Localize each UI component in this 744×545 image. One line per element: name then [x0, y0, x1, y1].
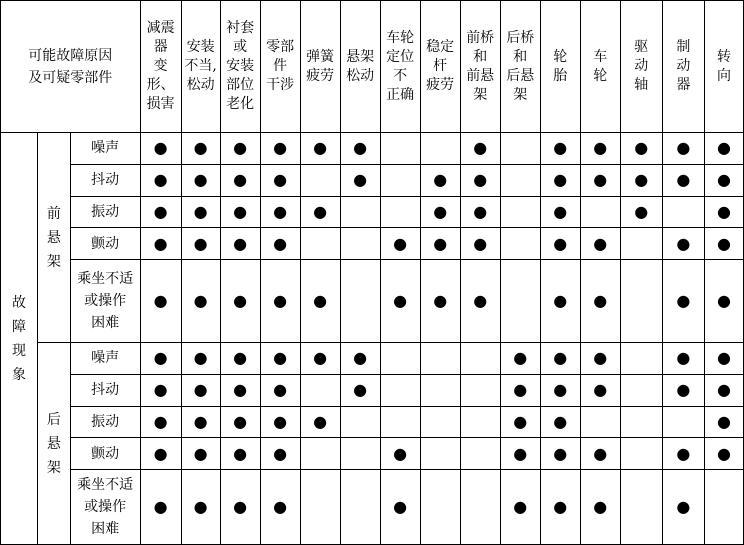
- empty-cell: [460, 343, 500, 375]
- empty-cell: [420, 438, 460, 470]
- dot-mark: ●: [540, 228, 580, 260]
- row-label: 抖动: [70, 164, 140, 196]
- group-label: 前 悬 架: [37, 133, 70, 343]
- dot-mark: ●: [460, 228, 500, 260]
- dot-mark: ●: [580, 164, 620, 196]
- table-body: [1, 133, 744, 545]
- dot-mark: ●: [181, 196, 220, 228]
- empty-cell: [340, 228, 380, 260]
- dot-mark: ●: [260, 438, 300, 470]
- dot-mark: ●: [580, 438, 620, 470]
- empty-cell: [580, 406, 620, 438]
- column-header: 安装 不当, 松动: [181, 1, 220, 133]
- dot-mark: ●: [220, 470, 260, 545]
- row-label: 振动: [70, 406, 140, 438]
- dot-mark: ●: [704, 343, 743, 375]
- empty-cell: [620, 343, 662, 375]
- dot-mark: ●: [260, 260, 300, 343]
- table-row: [1, 133, 744, 165]
- dot-mark: ●: [140, 438, 181, 470]
- dot-mark: ●: [540, 133, 580, 165]
- dot-mark: ●: [662, 343, 704, 375]
- row-label: 颤动: [70, 228, 140, 260]
- dot-mark: ●: [460, 133, 500, 165]
- dot-mark: ●: [181, 164, 220, 196]
- dot-mark: ●: [220, 374, 260, 406]
- empty-cell: [620, 438, 662, 470]
- empty-cell: [340, 406, 380, 438]
- table-row: [1, 438, 744, 470]
- corner-header: 可能故障原因 及可疑零部件: [1, 1, 141, 133]
- column-header: 后桥 和 后悬 架: [500, 1, 540, 133]
- column-header: 悬架 松动: [340, 1, 380, 133]
- table-row: [1, 343, 744, 375]
- dot-mark: ●: [260, 196, 300, 228]
- dot-mark: ●: [140, 228, 181, 260]
- dot-mark: ●: [580, 133, 620, 165]
- dot-mark: ●: [140, 470, 181, 545]
- dot-mark: ●: [380, 470, 420, 545]
- empty-cell: [460, 470, 500, 545]
- dot-mark: ●: [181, 260, 220, 343]
- table-row: [1, 470, 744, 545]
- dot-mark: ●: [540, 343, 580, 375]
- empty-cell: [620, 260, 662, 343]
- dot-mark: ●: [380, 228, 420, 260]
- empty-cell: [340, 196, 380, 228]
- dot-mark: ●: [380, 438, 420, 470]
- empty-cell: [460, 374, 500, 406]
- dot-mark: ●: [181, 406, 220, 438]
- dot-mark: ●: [420, 164, 460, 196]
- dot-mark: ●: [220, 164, 260, 196]
- dot-mark: ●: [340, 374, 380, 406]
- dot-mark: ●: [704, 260, 743, 343]
- column-header: 车 轮: [580, 1, 620, 133]
- dot-mark: ●: [140, 406, 181, 438]
- dot-mark: ●: [181, 374, 220, 406]
- empty-cell: [620, 228, 662, 260]
- dot-mark: ●: [420, 260, 460, 343]
- empty-cell: [340, 438, 380, 470]
- dot-mark: ●: [704, 438, 743, 470]
- dot-mark: ●: [540, 196, 580, 228]
- dot-mark: ●: [260, 374, 300, 406]
- empty-cell: [460, 438, 500, 470]
- row-label: 抖动: [70, 374, 140, 406]
- column-header: 前桥 和 前悬 架: [460, 1, 500, 133]
- group-label: 后 悬 架: [37, 343, 70, 545]
- dot-mark: ●: [662, 374, 704, 406]
- dot-mark: ●: [220, 406, 260, 438]
- table-row: [1, 260, 744, 343]
- dot-mark: ●: [140, 343, 181, 375]
- side-label: 故 障 现 象: [1, 133, 38, 545]
- dot-mark: ●: [140, 260, 181, 343]
- dot-mark: ●: [260, 164, 300, 196]
- row-label: 颤动: [70, 438, 140, 470]
- dot-mark: ●: [500, 438, 540, 470]
- dot-mark: ●: [220, 343, 260, 375]
- empty-cell: [300, 438, 340, 470]
- empty-cell: [662, 196, 704, 228]
- empty-cell: [500, 133, 540, 165]
- dot-mark: ●: [704, 133, 743, 165]
- dot-mark: ●: [704, 164, 743, 196]
- empty-cell: [500, 164, 540, 196]
- empty-cell: [500, 196, 540, 228]
- row-label: 乘坐不适 或操作 困难: [70, 470, 140, 545]
- dot-mark: ●: [580, 228, 620, 260]
- dot-mark: ●: [580, 260, 620, 343]
- row-label: 噪声: [70, 133, 140, 165]
- dot-mark: ●: [500, 374, 540, 406]
- dot-mark: ●: [220, 133, 260, 165]
- dot-mark: ●: [181, 438, 220, 470]
- empty-cell: [620, 374, 662, 406]
- dot-mark: ●: [620, 133, 662, 165]
- dot-mark: ●: [704, 406, 743, 438]
- empty-cell: [580, 196, 620, 228]
- dot-mark: ●: [260, 343, 300, 375]
- dot-mark: ●: [220, 196, 260, 228]
- dot-mark: ●: [340, 164, 380, 196]
- empty-cell: [420, 374, 460, 406]
- dot-mark: ●: [662, 228, 704, 260]
- dot-mark: ●: [260, 470, 300, 545]
- dot-mark: ●: [260, 228, 300, 260]
- empty-cell: [500, 228, 540, 260]
- empty-cell: [300, 374, 340, 406]
- dot-mark: ●: [540, 374, 580, 406]
- empty-cell: [420, 343, 460, 375]
- column-header: 轮 胎: [540, 1, 580, 133]
- dot-mark: ●: [540, 438, 580, 470]
- empty-cell: [340, 260, 380, 343]
- dot-mark: ●: [540, 260, 580, 343]
- dot-mark: ●: [500, 343, 540, 375]
- dot-mark: ●: [580, 374, 620, 406]
- column-header: 稳定 杆 疲劳: [420, 1, 460, 133]
- dot-mark: ●: [662, 133, 704, 165]
- dot-mark: ●: [181, 343, 220, 375]
- dot-mark: ●: [220, 260, 260, 343]
- empty-cell: [500, 260, 540, 343]
- column-header: 弹簧 疲劳: [300, 1, 340, 133]
- table-row: [1, 374, 744, 406]
- dot-mark: ●: [580, 470, 620, 545]
- column-header: 衬套 或 安装 部位 老化: [220, 1, 260, 133]
- dot-mark: ●: [500, 470, 540, 545]
- dot-mark: ●: [704, 196, 743, 228]
- dot-mark: ●: [300, 406, 340, 438]
- dot-mark: ●: [220, 438, 260, 470]
- table-row: [1, 196, 744, 228]
- dot-mark: ●: [300, 343, 340, 375]
- table-row: [1, 406, 744, 438]
- dot-mark: ●: [420, 196, 460, 228]
- dot-mark: ●: [340, 343, 380, 375]
- empty-cell: [300, 470, 340, 545]
- empty-cell: [300, 228, 340, 260]
- empty-cell: [300, 164, 340, 196]
- dot-mark: ●: [220, 228, 260, 260]
- dot-mark: ●: [181, 470, 220, 545]
- table-row: [1, 164, 744, 196]
- empty-cell: [380, 164, 420, 196]
- dot-mark: ●: [140, 374, 181, 406]
- empty-cell: [380, 196, 420, 228]
- table-row: [1, 228, 744, 260]
- dot-mark: ●: [300, 196, 340, 228]
- column-header: 减震 器 变形、 损害: [140, 1, 181, 133]
- empty-cell: [704, 470, 743, 545]
- dot-mark: ●: [662, 470, 704, 545]
- empty-cell: [420, 406, 460, 438]
- empty-cell: [620, 406, 662, 438]
- column-header: 转 向: [704, 1, 743, 133]
- header-row: [1, 1, 744, 133]
- empty-cell: [380, 406, 420, 438]
- empty-cell: [380, 133, 420, 165]
- dot-mark: ●: [460, 260, 500, 343]
- dot-mark: ●: [662, 260, 704, 343]
- column-header: 制 动 器: [662, 1, 704, 133]
- empty-cell: [340, 470, 380, 545]
- empty-cell: [460, 406, 500, 438]
- dot-mark: ●: [460, 164, 500, 196]
- empty-cell: [662, 406, 704, 438]
- dot-mark: ●: [620, 196, 662, 228]
- dot-mark: ●: [340, 133, 380, 165]
- dot-mark: ●: [460, 196, 500, 228]
- row-label: 振动: [70, 196, 140, 228]
- dot-mark: ●: [662, 438, 704, 470]
- dot-mark: ●: [704, 228, 743, 260]
- dot-mark: ●: [260, 133, 300, 165]
- dot-mark: ●: [540, 164, 580, 196]
- dot-mark: ●: [662, 164, 704, 196]
- dot-mark: ●: [500, 406, 540, 438]
- dot-mark: ●: [300, 133, 340, 165]
- empty-cell: [380, 374, 420, 406]
- dot-mark: ●: [260, 406, 300, 438]
- row-label: 乘坐不适 或操作 困难: [70, 260, 140, 343]
- dot-mark: ●: [380, 260, 420, 343]
- dot-mark: ●: [540, 470, 580, 545]
- dot-mark: ●: [540, 406, 580, 438]
- dot-mark: ●: [181, 228, 220, 260]
- empty-cell: [380, 343, 420, 375]
- dot-mark: ●: [704, 374, 743, 406]
- dot-mark: ●: [140, 196, 181, 228]
- dot-mark: ●: [140, 164, 181, 196]
- column-header: 驱 动 轴: [620, 1, 662, 133]
- dot-mark: ●: [420, 228, 460, 260]
- column-header: 零部 件 干涉: [260, 1, 300, 133]
- empty-cell: [420, 133, 460, 165]
- dot-mark: ●: [181, 133, 220, 165]
- empty-cell: [620, 470, 662, 545]
- dot-mark: ●: [300, 260, 340, 343]
- empty-cell: [420, 470, 460, 545]
- row-label: 噪声: [70, 343, 140, 375]
- dot-mark: ●: [580, 343, 620, 375]
- dot-mark: ●: [140, 133, 181, 165]
- dot-mark: ●: [620, 164, 662, 196]
- column-header: 车轮 定位 不 正确: [380, 1, 420, 133]
